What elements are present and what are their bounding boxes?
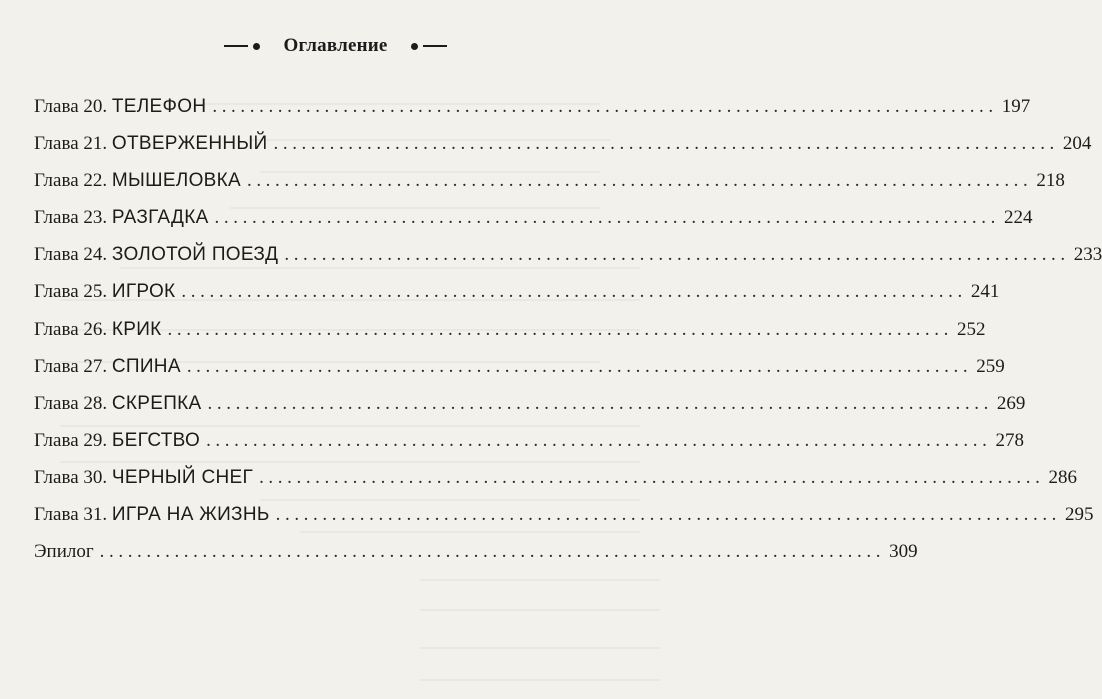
entry-title: ЧЕРНЫЙ СНЕГ (111, 466, 254, 488)
toc-header (0, 30, 671, 62)
table-of-contents (34, 94, 1102, 576)
entry-page-number: 252 (956, 318, 986, 340)
toc-entry (34, 391, 1026, 428)
toc-entry (34, 279, 1000, 316)
entry-label: Глава 30. (34, 466, 108, 488)
toc-entry (34, 354, 1005, 391)
entry-page-number: 197 (1001, 96, 1031, 117)
toc-entry (34, 168, 1065, 205)
entry-page-number: 295 (1065, 504, 1094, 526)
dot-leader: .................................................................................... (259, 466, 1045, 488)
entry-page-number: 309 (889, 541, 918, 563)
dot-leader: .................................................................................... (186, 355, 973, 377)
entry-title: КРИК (111, 318, 162, 340)
entry-page-number: 278 (995, 429, 1024, 451)
toc-entry (34, 465, 1077, 502)
left-ornament (224, 43, 265, 50)
entry-page-number: 259 (976, 355, 1005, 377)
toc-entry (34, 428, 1024, 465)
entry-title: ОТВЕРЖЕННЫЙ (111, 133, 268, 155)
entry-title: МЫШЕЛОВКА (111, 170, 241, 192)
dot-leader: .................................................................................... (214, 207, 1000, 229)
dot-leader: .................................................................................... (181, 281, 967, 303)
entry-page-number: 233 (1073, 244, 1102, 266)
dot-leader: .................................................................................... (275, 504, 1062, 526)
entry-page-number: 224 (1003, 207, 1033, 229)
entry-label: Глава 20. (34, 96, 108, 117)
page-title: Оглавление (283, 35, 388, 56)
toc-entry (34, 94, 1031, 131)
dot-leader: .................................................................................... (207, 392, 993, 414)
dot-leader: .................................................................................... (212, 96, 998, 117)
toc-entry (34, 131, 1092, 168)
entry-label: Глава 21. (34, 133, 108, 155)
entry-label: Глава 26. (34, 318, 108, 340)
entry-label: Глава 23. (34, 207, 108, 229)
entry-page-number: 286 (1048, 466, 1077, 488)
entry-label: Глава 28. (34, 392, 108, 414)
toc-entry (34, 502, 1094, 539)
dot-leader: .................................................................................... (99, 541, 886, 563)
toc-entry (34, 317, 986, 354)
entry-label: Эпилог (34, 541, 94, 563)
entry-title: ИГРОК (111, 281, 176, 303)
entry-label: Глава 31. (34, 504, 108, 526)
entry-label: Глава 24. (34, 244, 108, 266)
entry-page-number: 269 (996, 392, 1026, 414)
entry-page-number: 204 (1062, 133, 1092, 155)
entry-title: ЗОЛОТОЙ ПОЕЗД (111, 244, 279, 266)
right-ornament (406, 43, 447, 50)
entry-title: ИГРА НА ЖИЗНЬ (111, 504, 270, 526)
entry-title: СКРЕПКА (111, 392, 202, 414)
entry-title: СПИНА (111, 355, 181, 377)
dot-leader: .................................................................................... (246, 170, 1033, 192)
entry-page-number: 218 (1036, 170, 1065, 192)
dot-leader: .................................................................................... (206, 429, 992, 451)
toc-entry (34, 205, 1033, 242)
entry-title: БЕГСТВО (111, 429, 201, 451)
toc-entry (34, 242, 1102, 279)
dot-leader: .................................................................................... (273, 133, 1059, 155)
entry-label: Глава 22. (34, 170, 108, 192)
entry-label: Глава 27. (34, 355, 108, 377)
entry-page-number: 241 (970, 281, 1000, 303)
dot-leader: .................................................................................... (284, 244, 1070, 266)
entry-title: РАЗГАДКА (111, 207, 209, 229)
entry-label: Глава 29. (34, 429, 108, 451)
entry-label: Глава 25. (34, 281, 108, 303)
entry-title: ТЕЛЕФОН (111, 96, 207, 117)
toc-entry-epilogue (34, 539, 918, 576)
dot-leader: .................................................................................... (167, 318, 953, 340)
